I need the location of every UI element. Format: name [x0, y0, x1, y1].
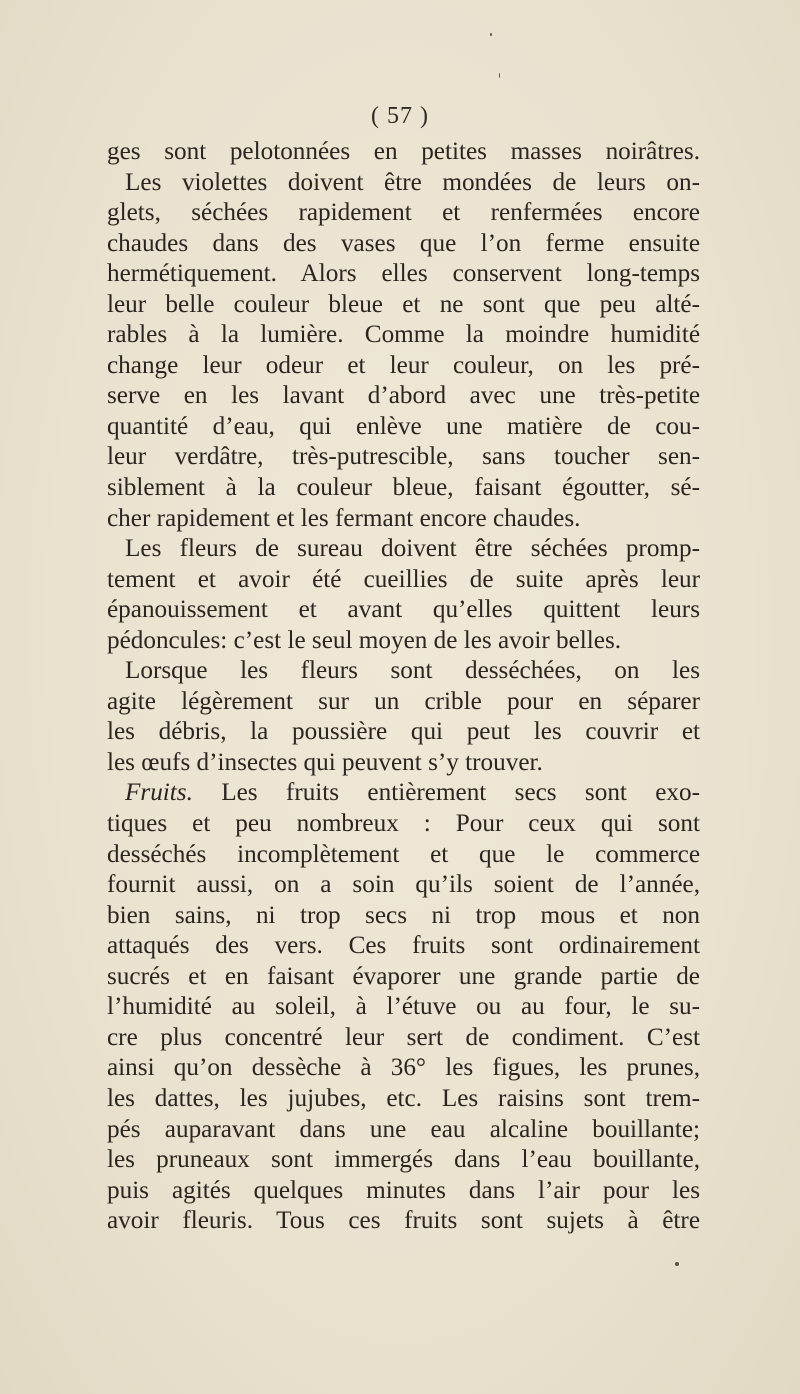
text-line: tiques et peu nombreux : Pour ceux qui sont	[107, 810, 700, 838]
text-line: Les violettes doivent être mondées de leurs on-	[125, 168, 700, 196]
fruits-heading: Fruits.	[125, 779, 193, 807]
fruits-line-text: Les fruits entièrement secs sont exo-	[221, 779, 701, 807]
text-line: bien sains, ni trop secs ni trop mous et non	[107, 901, 700, 929]
text-line: leur verdâtre, très-putrescible, sans toucher sen-	[107, 443, 700, 471]
text-line: hermétiquement. Alors elles conservent long-temps	[107, 260, 700, 288]
text-line: agite légèrement sur un crible pour en séparer	[107, 687, 700, 715]
text-line-fruits	[107, 778, 700, 809]
text-line: pédoncules: c’est le seul moyen de les avoir belles.	[107, 626, 622, 654]
text-line: les dattes, les jujubes, etc. Les raisins sont trem-	[107, 1084, 700, 1112]
text-line: tement et avoir été cueillies de suite après leur	[107, 565, 700, 593]
text-line: rables à la lumière. Comme la moindre humidité	[107, 321, 700, 349]
text-line: ges sont pelotonnées en petites masses noirâtres.	[107, 138, 700, 165]
text-line: pés auparavant dans une eau alcaline bouillante;	[107, 1115, 700, 1143]
text-line: cre plus concentré leur sert de condiment. C’est	[107, 1023, 700, 1051]
text-line: glets, séchées rapidement et renfermées encore	[107, 199, 700, 227]
text-line: leur belle couleur bleue et ne sont que peu alté-	[107, 290, 700, 318]
text-line: sucrés et en faisant évaporer une grande partie de	[107, 962, 700, 990]
text-line: desséchés incomplètement et que le commerce	[107, 840, 700, 868]
text-line: change leur odeur et leur couleur, on les pré-	[107, 351, 700, 379]
text-line: Les fleurs de sureau doivent être séchées promp-	[125, 535, 700, 563]
text-line: les pruneaux sont immergés dans l’eau bouillante,	[107, 1146, 700, 1174]
text-line: puis agités quelques minutes dans l’air pour les	[107, 1176, 700, 1204]
text-line: ainsi qu’on dessèche à 36° les figues, les prunes,	[107, 1054, 700, 1082]
text-line: l’humidité au soleil, à l’étuve ou au four, le su-	[107, 993, 700, 1021]
text-line: attaqués des vers. Ces fruits sont ordinairement	[107, 932, 700, 960]
ink-speck	[499, 73, 500, 78]
text-line: les œufs d’insectes qui peuvent s’y trouver.	[107, 748, 543, 776]
text-line: cher rapidement et les fermant encore chaudes.	[107, 504, 581, 532]
text-line: fournit aussi, on a soin qu’ils soient de l’année,	[107, 871, 700, 899]
text-line: avoir fleuris. Tous ces fruits sont sujets à être	[107, 1207, 700, 1235]
text-line: Lorsque les fleurs sont desséchées, on les	[125, 657, 700, 685]
text-line: épanouissement et avant qu’elles quittent leurs	[107, 596, 700, 624]
text-line: serve en les lavant d’abord avec une très-petite	[107, 382, 700, 410]
text-line: les débris, la poussière qui peut les couvrir et	[107, 718, 700, 746]
text-line: quantité d’eau, qui enlève une matière de cou-	[107, 412, 700, 440]
ink-speck	[675, 1262, 679, 1266]
ink-speck	[490, 33, 492, 36]
text-line: chaudes dans des vases que l’on ferme ensuite	[107, 229, 700, 257]
body-text	[107, 137, 700, 1237]
text-line: siblement à la couleur bleue, faisant égoutter, sé-	[107, 474, 700, 502]
page-number: ( 57 )	[371, 103, 429, 129]
